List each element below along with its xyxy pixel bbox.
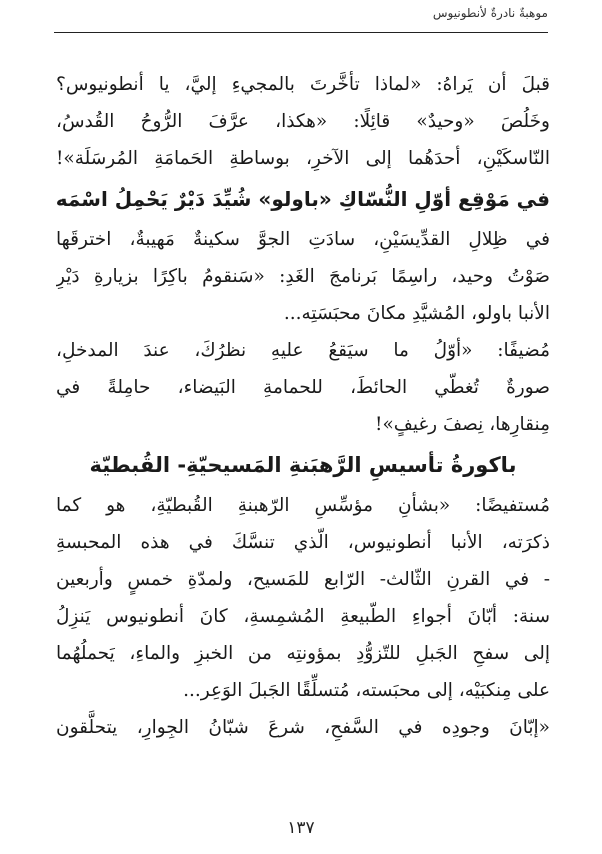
body-line: وخَلُصَ «وحيدٌ» قائِلًا: «هكذا، عرَّفَ الرُّوحُ القُدسُ، [56,111,550,132]
page-body [56,66,550,746]
body-line: ذكرَته، الأنبا أنطونيوس، الّذي تنسَّكَ في هذه المحبسةِ [56,532,550,553]
section-heading-2: باكورةُ تأسيسِ الرَّهبَنةِ المَسيحيّةِ- القُبطيّة [89,453,517,477]
page-number: ١٣٧ [287,818,315,838]
body-line: سنة: أبّانَ أجواءِ الطّبيعةِ المُشمِسةِ، كانَ أنطونيوس يَنزِلُ [56,606,550,627]
body-line: الأنبا باولو، المُشيَّدِ مكانَ محبَسَتِه... [283,303,550,324]
header-rule [54,32,548,33]
body-line: «إبّانَ وجودِه في السَّفحِ، شرعَ شبّانُ الجِوارِ، يتحلَّقون [56,717,550,738]
body-line: صَوْتُ وحيد، راسِمًا بَرنامجَ الغَدِ: «سَنقومُ باكِرًا بزيارةِ دَيْرِ [56,266,550,287]
section-heading-1: في مَوْقِع أوّلِ النُّسّاكِ «باولو» شُيِّدَ دَيْرٌ يَحْمِلُ اسْمَه [56,187,550,211]
body-line: إلى سفحِ الجَبلِ للتّزوُّدِ بمؤونتِه من الخبزِ والماءِ، يَحملُهُما [56,643,550,664]
body-line: على مِنكبَيْه، إلى محبَسته، مُتسلِّقًا الجَبلَ الوَعِر... [183,680,550,701]
body-line: النّاسكَيْنِ، أحدَهُما إلى الآخرِ، بوساطةِ الحَمامَةِ المُرسَلَة»! [56,148,550,169]
body-line: في ظِلالِ القدِّيسَيْنِ، سادَتِ الجوَّ سكينةٌ مَهيبةٌ، اخترقَها [56,229,550,250]
body-line: مُستفيضًا: «بشأنِ مؤسِّسِ الرّهبنةِ القُبطيّةِ، هو كما [56,495,550,516]
body-line: قبلَ أن يَراهُ: «لماذا تأخَّرتَ بالمجيءِ إليَّ، يا أنطونيوس؟ [56,74,550,95]
body-line: - في القرنِ الثّالث- الرّابع للمَسيح، ولمدّةِ خمسٍ وأربعين [56,569,550,590]
running-header: موهبةٌ نادرةٌ لأنطونيوس [432,6,548,20]
body-line: مُضيفًا: «أوّلُ ما سيَقعُ عليهِ نظرُكَ، عندَ المدخلِ، [56,340,550,361]
body-line: مِنقارِها، نِصفَ رغيفٍ»! [375,414,550,435]
body-line: صورةٌ تُغطّي الحائطَ، للحمامةِ البَيضاء، حامِلةً في [56,377,550,398]
